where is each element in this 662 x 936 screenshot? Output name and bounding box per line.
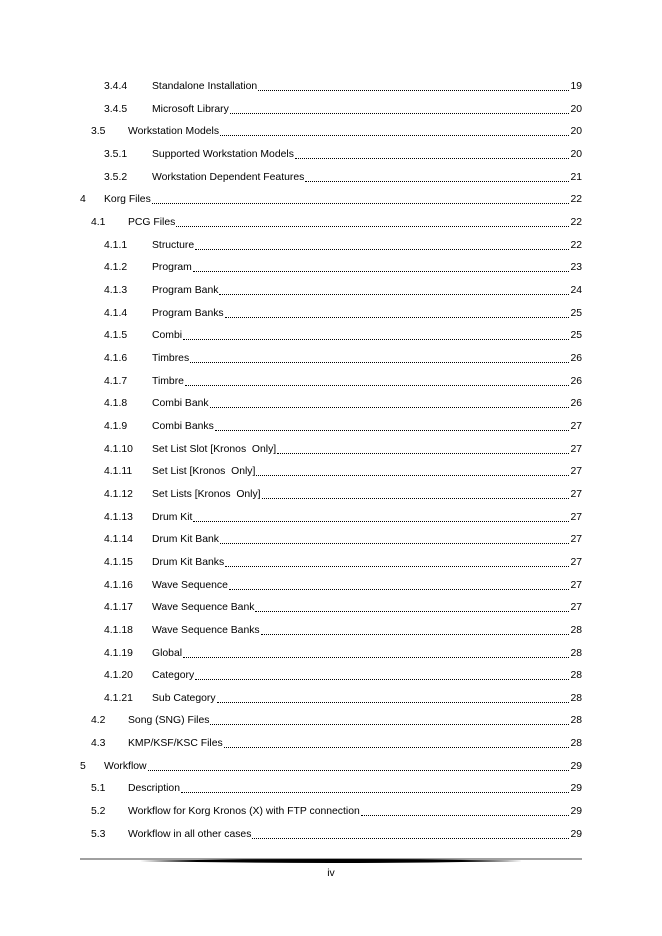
dot-leader (185, 383, 569, 386)
toc-entry[interactable] (104, 531, 582, 547)
toc-entry-title: PCG Files (128, 216, 176, 228)
toc-entry-number: 5.3 (91, 828, 106, 840)
toc-entry[interactable] (104, 577, 582, 593)
dot-leader (217, 700, 570, 703)
toc-entry-page: 19 (570, 81, 582, 92)
toc-entry-page: 24 (570, 284, 582, 296)
toc-entry[interactable] (104, 259, 582, 275)
toc-entry[interactable] (104, 690, 582, 706)
toc-entry-title: Set Lists [Kronos Only] (152, 488, 261, 500)
toc-entry-title: Workflow in all other cases (128, 828, 252, 840)
toc-entry-number: 4 (80, 194, 86, 206)
dot-leader (225, 564, 569, 567)
dot-leader (262, 496, 570, 499)
toc-entry[interactable] (91, 214, 582, 230)
dot-leader (261, 632, 570, 635)
toc-entry-number: 3.4.4 (104, 81, 128, 92)
toc-entry[interactable] (104, 645, 582, 661)
dot-leader (210, 405, 570, 408)
dot-leader (225, 315, 570, 318)
toc-entry-page: 28 (570, 647, 582, 659)
toc-entry-page: 27 (570, 556, 582, 568)
toc-entry[interactable] (91, 780, 582, 796)
toc-entry-page: 26 (570, 398, 582, 410)
toc-entry[interactable] (104, 146, 582, 162)
toc-entry-title: Combi Banks (152, 420, 214, 432)
toc-entry-title: Song (SNG) Files (128, 715, 210, 727)
dot-leader (176, 224, 569, 227)
dot-leader (252, 836, 569, 839)
toc-entry-title: Description (128, 783, 180, 795)
toc-entry-page: 22 (570, 239, 582, 251)
dot-leader (295, 156, 570, 159)
toc-entry-number: 4.1.3 (104, 284, 128, 296)
toc-entry-number: 4.1.10 (104, 443, 133, 455)
toc-entry-title: Drum Kit (152, 511, 193, 523)
toc-entry[interactable] (91, 123, 582, 139)
toc-entry-number: 4.1.2 (104, 262, 128, 274)
dot-leader (220, 133, 569, 136)
toc-entry[interactable] (91, 712, 582, 728)
toc-entry-number: 4.1.21 (104, 692, 133, 704)
toc-entry-number: 4.1.9 (104, 420, 128, 432)
toc-entry-title: Workstation Models (128, 126, 220, 138)
toc-entry-number: 3.5.2 (104, 171, 128, 183)
toc-entry-page: 27 (570, 420, 582, 432)
toc-entry-number: 4.1.14 (104, 534, 133, 546)
toc-entry[interactable] (104, 282, 582, 298)
toc-entry-title: Program (152, 262, 192, 274)
toc-entry-title: Category (152, 670, 195, 682)
toc-entry[interactable] (104, 667, 582, 683)
toc-entry[interactable] (104, 101, 582, 117)
toc-entry-page: 22 (570, 216, 582, 228)
toc-entry[interactable] (104, 305, 582, 321)
dot-leader (256, 473, 569, 476)
toc-entry[interactable] (104, 169, 582, 185)
toc-entry[interactable] (104, 486, 582, 502)
toc-entry-number: 4.1.8 (104, 398, 128, 410)
toc-entry-number: 4.3 (91, 738, 106, 750)
toc-entry-number: 4.2 (91, 715, 106, 727)
toc-entry-page: 20 (570, 148, 582, 160)
toc-entry[interactable] (104, 554, 582, 570)
dot-leader (229, 587, 570, 590)
toc-entry[interactable] (104, 237, 582, 253)
toc-entry-page: 29 (570, 828, 582, 840)
toc-entry-title: Korg Files (104, 194, 151, 206)
dot-leader (361, 813, 570, 816)
toc-entry-title: Wave Sequence (152, 579, 228, 591)
toc-entry-title: Structure (152, 239, 195, 251)
toc-entry[interactable] (91, 735, 582, 751)
toc-entry-number: 4.1.12 (104, 488, 133, 500)
toc-entry[interactable] (80, 758, 582, 774)
dot-leader (215, 428, 570, 431)
toc-entry[interactable] (91, 803, 582, 819)
toc-entry[interactable] (104, 622, 582, 638)
toc-entry[interactable] (91, 826, 582, 842)
toc-entry[interactable] (104, 78, 582, 94)
toc-entry[interactable] (104, 350, 582, 366)
toc-entry-page: 20 (570, 103, 582, 115)
dot-leader (220, 541, 569, 544)
toc-entry-page: 25 (570, 330, 582, 342)
toc-entry-title: Drum Kit Banks (152, 556, 225, 568)
toc-entry[interactable] (104, 441, 582, 457)
toc-entry-number: 4.1.1 (104, 239, 128, 251)
toc-entry-title: Drum Kit Bank (152, 534, 219, 546)
toc-entry-page: 28 (570, 738, 582, 750)
dot-leader (152, 201, 570, 204)
toc-entry-title: Combi (152, 330, 183, 342)
toc-entry-page: 27 (570, 466, 582, 478)
dot-leader (193, 519, 569, 522)
toc-entry-page: 29 (570, 783, 582, 795)
toc-entry-title: Combi Bank (152, 398, 209, 410)
toc-entry-page: 25 (570, 307, 582, 319)
toc-entry[interactable] (104, 463, 582, 479)
dot-leader (195, 677, 569, 680)
toc-entry-number: 4.1.7 (104, 375, 128, 387)
toc-entry-title: Program Bank (152, 284, 219, 296)
toc-entry-number: 3.4.5 (104, 103, 128, 115)
toc-entry-number: 5 (80, 760, 86, 772)
dot-leader (183, 337, 569, 340)
toc-entry-page: 28 (570, 670, 582, 682)
toc-entry-title: Global (152, 647, 183, 659)
toc-entry-page: 29 (570, 760, 582, 772)
toc-entry-page: 27 (570, 511, 582, 523)
toc-entry-title: Wave Sequence Bank (152, 602, 255, 614)
toc-entry-page: 21 (570, 171, 582, 183)
toc-entry[interactable] (104, 509, 582, 525)
toc-entry-title: Timbres (152, 352, 190, 364)
page-number: iv (327, 868, 335, 879)
toc-entry-number: 3.5.1 (104, 148, 128, 160)
toc-entry-title: Workflow for Korg Kronos (X) with FTP connection (128, 806, 360, 818)
toc-entry-page: 28 (570, 624, 582, 636)
dot-leader (255, 609, 569, 612)
toc-entry-page: 27 (570, 488, 582, 500)
dot-leader (148, 768, 570, 771)
toc-entry-page: 28 (570, 715, 582, 727)
toc-entry-title: Set List Slot [Kronos Only] (152, 443, 277, 455)
dot-leader (305, 179, 569, 182)
toc-entry-number: 4.1.20 (104, 670, 133, 682)
toc-entry-number: 4.1.11 (104, 466, 133, 478)
dot-leader (219, 292, 569, 295)
toc-entry-number: 4.1.16 (104, 579, 133, 591)
toc-entry-number: 4.1.17 (104, 602, 133, 614)
toc-entry-page: 28 (570, 692, 582, 704)
dot-leader (195, 247, 569, 250)
toc-entry-number: 4.1.19 (104, 647, 133, 659)
toc-entry-title: Supported Workstation Models (152, 148, 294, 160)
dot-leader (181, 790, 569, 793)
toc-entry-title: Standalone Installation (152, 81, 258, 92)
toc-entry-number: 4.1.15 (104, 556, 133, 568)
toc-entry-number: 4.1 (91, 216, 106, 228)
toc-entry-title: Wave Sequence Banks (152, 624, 260, 636)
toc-entry-page: 26 (570, 375, 582, 387)
toc-entry-page: 27 (570, 579, 582, 591)
toc-entry-title: Timbre (152, 375, 184, 387)
toc-entry-title: Workstation Dependent Features (152, 171, 305, 183)
toc-entry-page: 23 (570, 262, 582, 274)
toc-entry-number: 4.1.6 (104, 352, 128, 364)
toc-entry-page: 20 (570, 126, 582, 138)
dot-leader (277, 451, 569, 454)
toc-entry-page: 22 (570, 194, 582, 206)
toc-entry-number: 4.1.18 (104, 624, 133, 636)
toc-entry-number: 4.1.4 (104, 307, 128, 319)
toc-entry[interactable] (104, 599, 582, 615)
toc-entry[interactable] (104, 327, 582, 343)
footer-rule (80, 858, 582, 866)
toc-entry[interactable] (104, 395, 582, 411)
toc-entry-title: Program Banks (152, 307, 224, 319)
toc-entry-number: 3.5 (91, 126, 106, 138)
toc-entry-number: 4.1.13 (104, 511, 133, 523)
toc-entry[interactable] (80, 191, 582, 207)
dot-leader (258, 88, 569, 91)
dot-leader (183, 655, 569, 658)
dot-leader (230, 111, 570, 114)
toc-entry-title: Set List [Kronos Only] (152, 466, 256, 478)
toc-entry-number: 5.1 (91, 783, 106, 795)
dot-leader (224, 745, 570, 748)
toc-entry-title: Workflow (104, 760, 147, 772)
toc-entry-page: 27 (570, 602, 582, 614)
toc-entry[interactable] (104, 418, 582, 434)
dot-leader (210, 722, 569, 725)
toc-entry[interactable] (104, 373, 582, 389)
toc-entry-title: Microsoft Library (152, 103, 229, 115)
toc-entry-number: 4.1.5 (104, 330, 128, 342)
toc-entry-page: 29 (570, 806, 582, 818)
toc-entry-page: 27 (570, 534, 582, 546)
dot-leader (193, 269, 570, 272)
toc-entry-title: Sub Category (152, 692, 216, 704)
toc-entry-page: 27 (570, 443, 582, 455)
toc-entry-title: KMP/KSF/KSC Files (128, 738, 223, 750)
toc-entry-page: 26 (570, 352, 582, 364)
dot-leader (190, 360, 569, 363)
toc-entry-number: 5.2 (91, 806, 106, 818)
